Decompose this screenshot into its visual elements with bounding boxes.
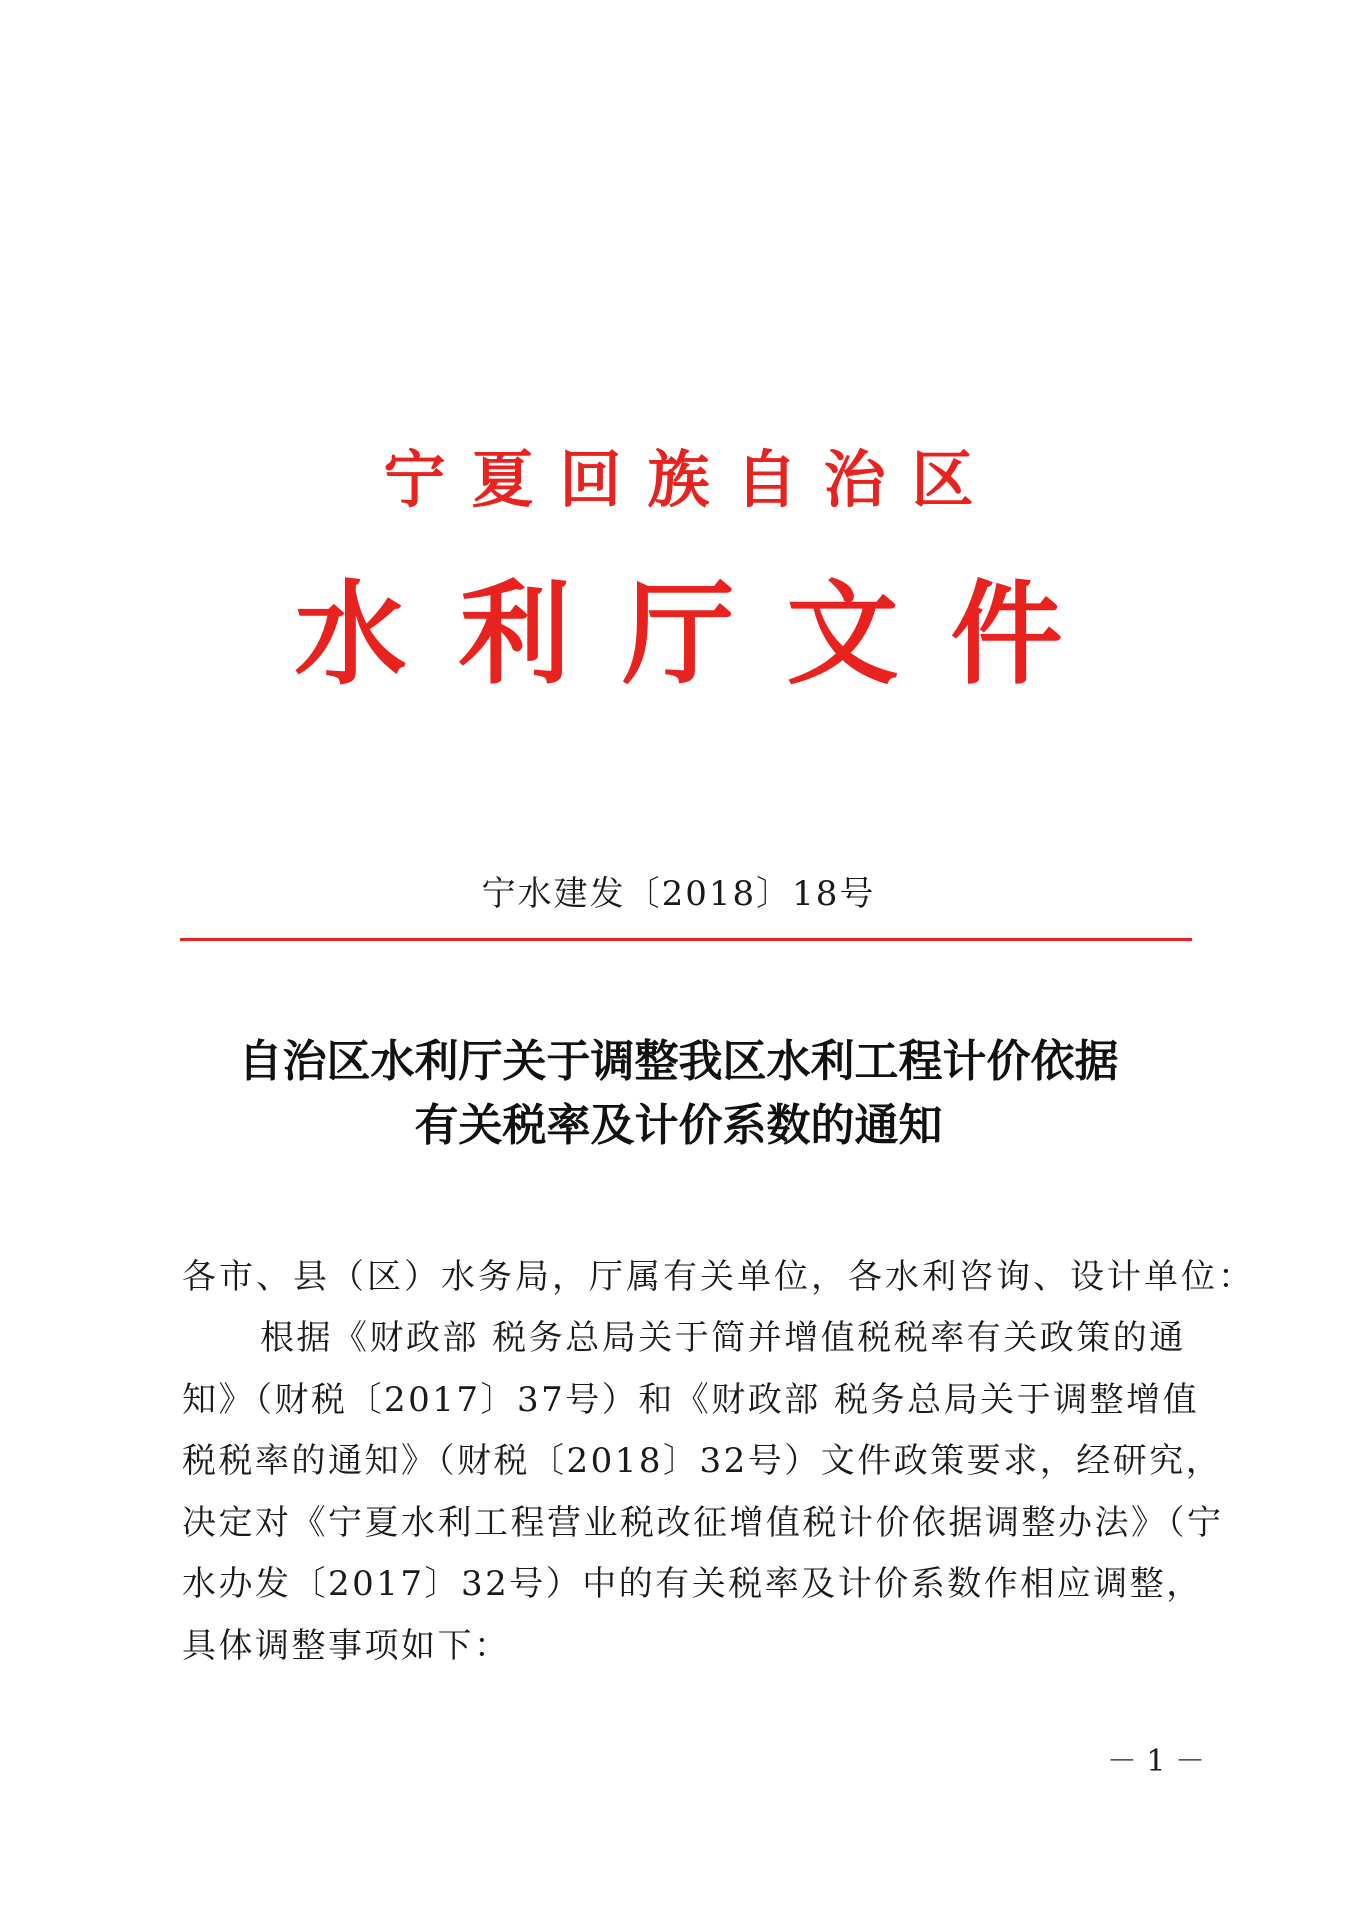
body-line-6: 具体调整事项如下： <box>182 1625 511 1666</box>
document-number: 宁水建发〔2018〕18号 <box>481 874 876 914</box>
body-line-3: 税税率的通知》（财税〔2018〕32号）文件政策要求，经研究， <box>182 1441 1223 1481</box>
notice-title-line-2: 有关税率及计价系数的通知 <box>414 1100 943 1151</box>
body-line-5: 水办发〔2017〕32号）中的有关税率及计价系数作相应调整， <box>182 1564 1203 1604</box>
body-line-2: 知》（财税〔2017〕37号）和《财政部 税务总局关于调整增值 <box>182 1379 1200 1420</box>
notice-title-line-1: 自治区水利厅关于调整我区水利工程计价依据 <box>238 1036 1119 1087</box>
document-header-title: 水利厅文件 <box>294 569 1115 700</box>
body-line-1: 根据《财政部 税务总局关于简并增值税税率有关政策的通 <box>260 1318 1186 1358</box>
page-number: － 1 － <box>1106 1744 1205 1779</box>
notice-title <box>150 1030 1207 1158</box>
body-paragraph <box>182 1308 1224 1677</box>
recipients-line: 各市、县（区）水务局，厅属有关单位，各水利咨询、设计单位： <box>182 1257 1255 1297</box>
red-divider-line <box>180 938 1192 941</box>
issuer-name: 宁夏回族自治区 <box>383 443 1000 516</box>
body-line-4: 决定对《宁夏水利工程营业税改征增值税计价依据调整办法》（宁 <box>182 1502 1224 1543</box>
